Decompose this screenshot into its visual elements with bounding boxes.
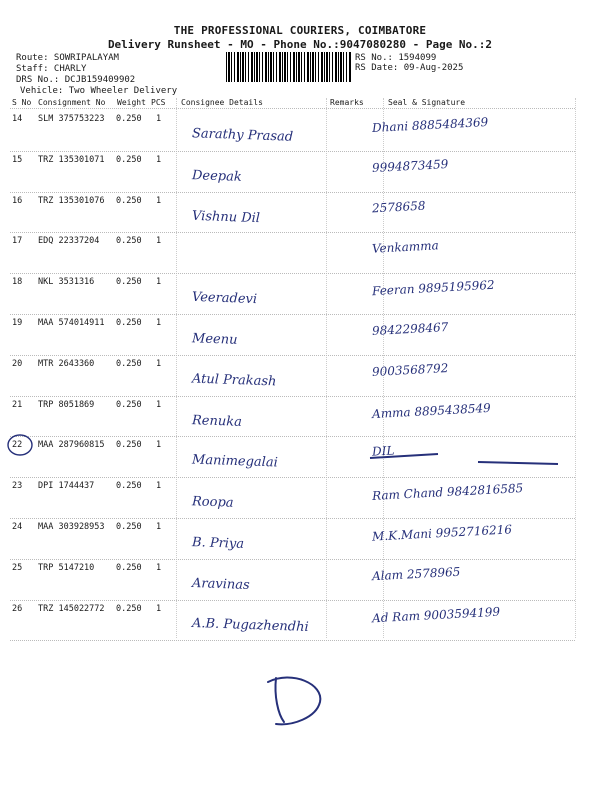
row-sno: 21 xyxy=(12,399,23,410)
column-divider xyxy=(326,98,327,638)
staff-label: Staff: CHARLY xyxy=(16,64,87,74)
row-signature-handwriting: Ad Ram 9003594199 xyxy=(371,604,501,625)
row-consignee-handwriting: A.B. Pugazhendhi xyxy=(191,615,309,635)
row-sno: 23 xyxy=(12,481,23,492)
pen-mark-d xyxy=(262,670,332,730)
row-sno: 22 xyxy=(12,440,23,451)
col-remarks: Remarks xyxy=(330,98,364,107)
row-consignee-handwriting: Sarathy Prasad xyxy=(191,126,294,145)
row-consignee-handwriting: Aravinas xyxy=(191,575,250,593)
row-consignment-no: TRZ 135301076 xyxy=(38,195,105,206)
column-divider xyxy=(176,98,177,638)
row-rule xyxy=(10,192,575,193)
row-rule xyxy=(10,273,575,274)
row-weight: 0.250 xyxy=(116,481,142,492)
row-pcs: 1 xyxy=(156,358,162,369)
col-consignee: Consignee Details xyxy=(181,98,263,107)
row-signature-handwriting: Feeran 9895195962 xyxy=(371,277,495,299)
row-pcs: 1 xyxy=(156,562,162,573)
row-rule xyxy=(10,640,575,641)
rs-date: RS Date: 09-Aug-2025 xyxy=(355,63,464,73)
row-weight: 0.250 xyxy=(116,440,142,451)
row-sno: 20 xyxy=(12,358,23,369)
row-consignment-no: TRZ 145022772 xyxy=(38,603,105,614)
row-consignment-no: SLM 375753223 xyxy=(38,114,105,124)
row-rule xyxy=(10,559,575,560)
row-weight: 0.250 xyxy=(116,236,142,247)
row-signature-handwriting: Venkamma xyxy=(371,238,440,257)
row-weight: 0.250 xyxy=(116,399,142,410)
row-pcs: 1 xyxy=(156,195,162,206)
row-signature-handwriting: Ram Chand 9842816585 xyxy=(371,481,524,504)
row-consignment-no: EDQ 22337204 xyxy=(38,236,100,247)
row-signature-handwriting: Amma 8895438549 xyxy=(371,400,492,421)
row-consignment-no: MAA 303928953 xyxy=(38,522,105,532)
company-title: THE PROFESSIONAL COURIERS, COIMBATORE xyxy=(173,24,427,37)
row-signature-handwriting: M.K.Mani 9952716216 xyxy=(371,522,513,544)
row-signature-handwriting: DIL xyxy=(371,443,395,459)
barcode-icon xyxy=(226,52,352,82)
circle-mark-icon xyxy=(5,432,35,458)
row-weight: 0.250 xyxy=(116,562,142,573)
vehicle-label: Vehicle: Two Wheeler Delivery xyxy=(20,86,178,96)
row-pcs: 1 xyxy=(156,154,162,165)
row-weight: 0.250 xyxy=(116,318,142,328)
row-sno: 18 xyxy=(12,277,23,288)
row-consignment-no: DPI 1744437 xyxy=(38,481,95,492)
drs-number: DRS No.: DCJB159409902 xyxy=(16,75,136,85)
col-weight: Weight xyxy=(117,98,146,107)
footer-mark xyxy=(282,690,283,691)
row-weight: 0.250 xyxy=(116,195,142,206)
row-pcs: 1 xyxy=(156,481,162,492)
row-signature-handwriting: 9994873459 xyxy=(371,156,449,175)
row-weight: 0.250 xyxy=(116,114,142,124)
row-consignee-handwriting: Veeradevi xyxy=(191,290,258,308)
row-rule xyxy=(10,600,575,601)
row-rule xyxy=(10,314,575,315)
row-rule xyxy=(10,355,575,356)
row-consignee-handwriting: Renuka xyxy=(191,412,243,430)
row-rule xyxy=(10,477,575,478)
route-label: Route: SOWRIPALAYAM xyxy=(16,53,119,63)
row-pcs: 1 xyxy=(156,114,162,124)
row-rule xyxy=(10,232,575,233)
row-weight: 0.250 xyxy=(116,522,142,532)
col-pcs: PCS xyxy=(151,98,166,107)
column-divider xyxy=(575,98,576,638)
row-signature-handwriting: Dhani 8885484369 xyxy=(371,114,489,136)
row-pcs: 1 xyxy=(156,318,162,328)
row-signature-handwriting: Alam 2578965 xyxy=(371,564,461,584)
row-pcs: 1 xyxy=(156,277,162,288)
row-consignment-no: NKL 3531316 xyxy=(38,277,95,288)
col-consignment: Consignment No xyxy=(38,98,106,107)
strikeout-mark-icon xyxy=(368,444,568,474)
row-consignee-handwriting: Manimegalai xyxy=(191,452,279,471)
row-sno: 25 xyxy=(12,562,23,573)
row-sno: 17 xyxy=(12,236,23,247)
runsheet-subtitle: Delivery Runsheet - MO - Phone No.:9047080280 - Page No.:2 xyxy=(107,38,493,51)
row-sno: 14 xyxy=(12,114,23,124)
row-consignee-handwriting: Vishnu Dil xyxy=(191,208,261,226)
row-consignment-no: TRP 5147210 xyxy=(38,562,95,573)
row-sno: 24 xyxy=(12,522,23,532)
row-consignment-no: TRP 8051869 xyxy=(38,399,95,410)
row-pcs: 1 xyxy=(156,236,162,247)
row-pcs: 1 xyxy=(156,522,162,532)
row-consignment-no: TRZ 135301071 xyxy=(38,154,105,165)
col-signature: Seal & Signature xyxy=(388,98,466,107)
row-consignment-no: MAA 287960815 xyxy=(38,440,105,451)
row-pcs: 1 xyxy=(156,603,162,614)
header-rule xyxy=(10,108,575,109)
row-weight: 0.250 xyxy=(116,154,142,165)
row-sno: 26 xyxy=(12,603,23,614)
row-weight: 0.250 xyxy=(116,358,142,369)
row-pcs: 1 xyxy=(156,399,162,410)
row-consignee-handwriting: Deepak xyxy=(191,167,243,185)
row-consignee-handwriting: Meenu xyxy=(191,331,238,348)
row-rule xyxy=(10,436,575,437)
rs-number: RS No.: 1594099 xyxy=(355,53,437,63)
row-signature-handwriting: 9003568792 xyxy=(371,360,449,379)
row-consignee-handwriting: B. Priya xyxy=(191,535,245,552)
row-consignee-handwriting: Atul Prakash xyxy=(191,371,277,390)
row-consignment-no: MTR 2643360 xyxy=(38,358,95,369)
row-rule xyxy=(10,396,575,397)
row-signature-handwriting: 9842298467 xyxy=(371,320,449,338)
row-consignee-handwriting: Roopa xyxy=(191,494,234,511)
row-weight: 0.250 xyxy=(116,277,142,288)
row-sno: 19 xyxy=(12,318,23,328)
row-signature-handwriting: 2578658 xyxy=(371,198,426,215)
row-pcs: 1 xyxy=(156,440,162,451)
row-weight: 0.250 xyxy=(116,603,142,614)
col-sno: S No xyxy=(12,98,32,107)
row-consignment-no: MAA 574014911 xyxy=(38,318,105,328)
row-rule xyxy=(10,518,575,519)
row-sno: 15 xyxy=(12,154,23,165)
row-rule xyxy=(10,151,575,152)
row-sno: 16 xyxy=(12,195,23,206)
